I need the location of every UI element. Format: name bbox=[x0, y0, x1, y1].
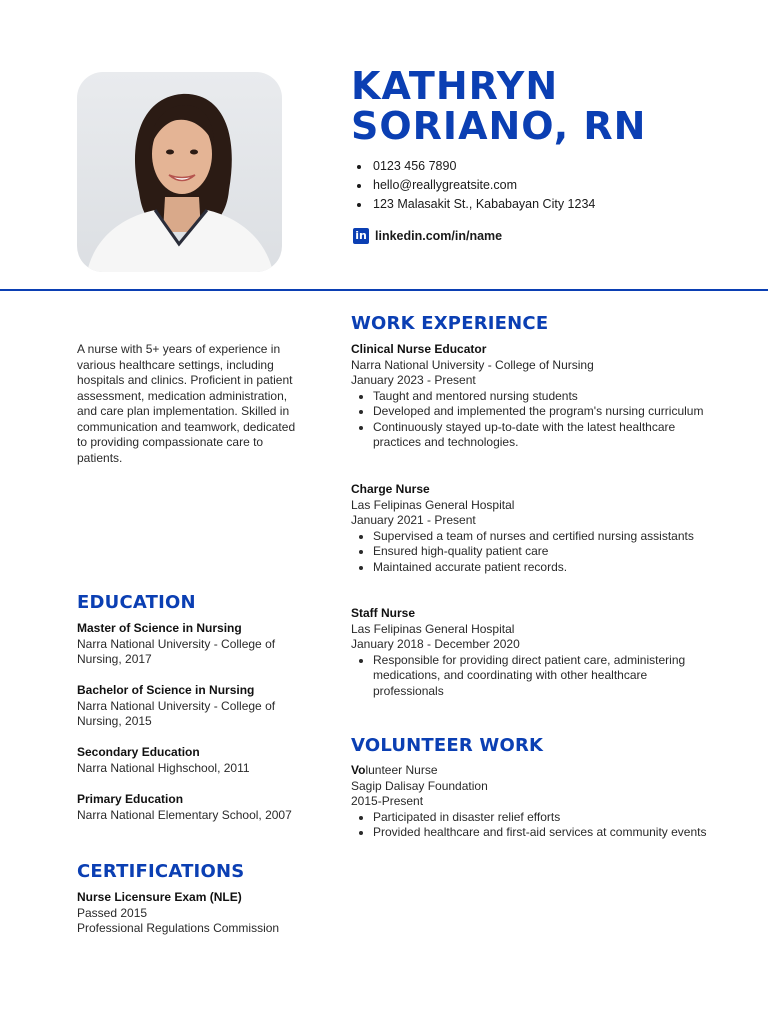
certifications-heading: CERTIFICATIONS bbox=[77, 861, 245, 882]
job-duty: Continuously stayed up-to-date with the latest healthcare practices and technologies. bbox=[351, 420, 711, 451]
work-item bbox=[351, 342, 711, 451]
education-item bbox=[77, 792, 307, 823]
job-title: Charge Nurse bbox=[351, 482, 430, 496]
certification-item bbox=[77, 890, 307, 937]
volunteer-item bbox=[351, 763, 711, 841]
email-text: hello@reallygreatsite.com bbox=[355, 176, 595, 195]
job-duty: Supervised a team of nurses and certified nursing assistants bbox=[351, 529, 711, 545]
linkedin-url[interactable]: linkedin.com/in/name bbox=[375, 229, 503, 243]
job-duties bbox=[351, 653, 711, 700]
certification-title: Nurse Licensure Exam (NLE) bbox=[77, 890, 242, 904]
profile-photo bbox=[77, 72, 282, 272]
education-degree: Secondary Education bbox=[77, 745, 200, 759]
job-duty: Maintained accurate patient records. bbox=[351, 560, 711, 576]
job-employer: Las Felipinas General Hospital bbox=[351, 621, 515, 636]
volunteer-duty: Participated in disaster relief efforts bbox=[351, 810, 711, 826]
portrait-illustration bbox=[77, 72, 282, 272]
job-duties bbox=[351, 529, 711, 576]
education-degree: Master of Science in Nursing bbox=[77, 621, 242, 635]
volunteer-title-rest: lunteer Nurse bbox=[365, 763, 438, 777]
job-dates: January 2018 - December 2020 bbox=[351, 637, 520, 651]
job-duty: Responsible for providing direct patient care, administering medications, and coordinating with other healthcare professionals bbox=[351, 653, 711, 700]
job-duty: Developed and implemented the program's nursing curriculum bbox=[351, 404, 711, 420]
education-item bbox=[77, 621, 307, 668]
phone-text: 0123 456 7890 bbox=[355, 157, 595, 176]
education-school: Narra National Highschool, 2011 bbox=[77, 760, 250, 775]
job-title: Clinical Nurse Educator bbox=[351, 342, 487, 356]
address-text: 123 Malasakit St., Kababayan City 1234 bbox=[355, 195, 595, 214]
education-year: Nursing, 2017 bbox=[77, 652, 152, 666]
volunteer-title-bold: Vo bbox=[351, 763, 366, 777]
profile-summary: A nurse with 5+ years of experience in various healthcare settings, including hospitals and clinics. Proficient in patient assessment, medication administration, and care plan implementation. Skilled in communication and teamwork, dedicated to providing compassionate care to patients. bbox=[77, 342, 296, 465]
education-degree: Bachelor of Science in Nursing bbox=[77, 683, 255, 697]
linkedin-link[interactable] bbox=[353, 228, 502, 244]
job-duties bbox=[351, 389, 711, 451]
education-school: Narra National University - College of bbox=[77, 636, 276, 651]
job-employer: Las Felipinas General Hospital bbox=[351, 497, 515, 512]
candidate-name bbox=[351, 66, 646, 146]
volunteer-org: Sagip Dalisay Foundation bbox=[351, 778, 488, 793]
volunteer-dates: 2015-Present bbox=[351, 794, 424, 808]
education-school: Narra National University - College of bbox=[77, 698, 276, 713]
job-dates: January 2021 - Present bbox=[351, 513, 476, 527]
job-duty: Ensured high-quality patient care bbox=[351, 544, 711, 560]
job-duty: Taught and mentored nursing students bbox=[351, 389, 711, 405]
volunteer-duty: Provided healthcare and first-aid services at community events bbox=[351, 825, 711, 841]
education-year: Nursing, 2015 bbox=[77, 714, 152, 728]
certification-issuer: Professional Regulations Commission bbox=[77, 921, 280, 935]
contact-list bbox=[355, 157, 595, 214]
volunteer-duties bbox=[351, 810, 711, 841]
job-title: Staff Nurse bbox=[351, 606, 416, 620]
name-line-2: SORIANO, RN bbox=[351, 104, 647, 148]
education-item bbox=[77, 745, 307, 776]
volunteer-heading: VOLUNTEER WORK bbox=[351, 735, 544, 756]
education-heading: EDUCATION bbox=[77, 592, 196, 613]
education-item bbox=[77, 683, 307, 730]
education-degree: Primary Education bbox=[77, 792, 184, 806]
linkedin-icon: in bbox=[353, 228, 369, 244]
name-line-1: KATHRYN bbox=[351, 64, 559, 108]
job-dates: January 2023 - Present bbox=[351, 373, 476, 387]
job-employer: Narra National University - College of Nursing bbox=[351, 357, 594, 372]
work-experience-heading: WORK EXPERIENCE bbox=[351, 313, 549, 334]
certification-status: Passed 2015 bbox=[77, 905, 148, 920]
header-divider bbox=[0, 289, 768, 291]
work-item bbox=[351, 606, 711, 699]
volunteer-title bbox=[351, 763, 711, 779]
work-item bbox=[351, 482, 711, 575]
education-school: Narra National Elementary School, 2007 bbox=[77, 807, 292, 822]
